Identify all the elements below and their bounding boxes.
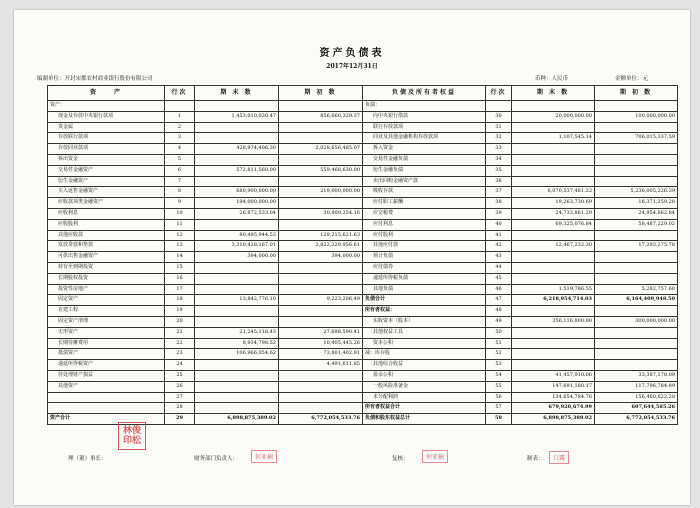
liability-cell: 卖出回购金融资产款 — [363, 176, 486, 187]
liability-cell: 负债合计 — [363, 295, 486, 306]
end-cell — [512, 144, 595, 155]
col-header-liability: 负债及所有者权益 — [363, 86, 486, 101]
table-row — [48, 370, 678, 381]
end-cell: 41,457,910.06 — [512, 370, 595, 381]
end-cell — [512, 338, 595, 349]
table-row — [48, 360, 678, 371]
begin-cell — [595, 252, 678, 263]
end-cell: 356,116,800.00 — [512, 316, 595, 327]
table-row — [48, 133, 678, 144]
end-cell: 6,218,954,714.03 — [512, 295, 595, 306]
liability-cell: 应付利息 — [363, 219, 486, 230]
end-cell: 106,966,054.62 — [195, 349, 279, 360]
liability-cell: 减：库存股 — [363, 349, 486, 360]
table-row — [48, 273, 678, 284]
asset-cell: 持有至到期投资 — [48, 262, 165, 273]
line-cell: 58 — [486, 414, 512, 425]
asset-cell: 拆出资金 — [48, 154, 165, 165]
asset-cell: 在建工程 — [48, 306, 165, 317]
line-cell: 29 — [165, 414, 195, 425]
table-row — [48, 295, 678, 306]
liability-cell: 未分配利润 — [363, 392, 486, 403]
end-cell: 394,000.00 — [195, 252, 279, 263]
asset-cell: 应收利息 — [48, 208, 165, 219]
end-cell: 1,453,010,030.47 — [195, 111, 279, 122]
liability-cell: 实收资本（股本） — [363, 316, 486, 327]
table-row — [48, 165, 678, 176]
asset-cell: 待处理财产损益 — [48, 370, 165, 381]
footer-chairman-label: 理（董）事长： — [68, 456, 107, 462]
line-cell: 13 — [165, 241, 195, 252]
begin-cell — [279, 219, 363, 230]
end-cell: 428,974,406.30 — [195, 144, 279, 155]
begin-cell — [279, 316, 363, 327]
begin-cell: 156,460,622.28 — [595, 392, 678, 403]
table-row — [48, 111, 678, 122]
table-row — [48, 187, 678, 198]
line-cell: 28 — [165, 403, 195, 414]
end-cell: 147,691,180.17 — [512, 381, 595, 392]
liability-cell: 负债和股东权益总计 — [363, 414, 486, 425]
begin-cell — [279, 154, 363, 165]
line-cell: 2 — [165, 122, 195, 133]
liability-cell: 衍生金融负债 — [363, 165, 486, 176]
line-cell: 46 — [486, 284, 512, 295]
line-cell: 15 — [165, 262, 195, 273]
end-cell — [512, 252, 595, 263]
begin-cell — [279, 176, 363, 187]
asset-cell: 其他资产 — [48, 381, 165, 392]
line-cell: 53 — [486, 360, 512, 371]
asset-cell: 现金及存放中央银行款项 — [48, 111, 165, 122]
begin-cell — [279, 262, 363, 273]
begin-cell — [595, 144, 678, 155]
line-cell: 56 — [486, 392, 512, 403]
begin-cell — [595, 327, 678, 338]
begin-cell — [595, 230, 678, 241]
line-cell: 14 — [165, 252, 195, 263]
asset-cell: 长期待摊费用 — [48, 338, 165, 349]
begin-cell: 2,028,656,485.07 — [279, 144, 363, 155]
line-cell: 19 — [165, 306, 195, 317]
end-cell — [512, 101, 595, 112]
table-row — [48, 306, 678, 317]
begin-cell: 73,801,402.91 — [279, 349, 363, 360]
begin-cell — [595, 176, 678, 187]
end-cell — [512, 262, 595, 273]
end-cell — [512, 273, 595, 284]
line-cell: 45 — [486, 273, 512, 284]
begin-cell: 30,809,254.16 — [279, 208, 363, 219]
line-cell: 49 — [486, 316, 512, 327]
line-cell: 27 — [165, 392, 195, 403]
table-header-row — [48, 86, 678, 101]
asset-cell: 衍生金融资产 — [48, 176, 165, 187]
asset-cell: 长期股权投资 — [48, 273, 165, 284]
line-cell: 8 — [165, 187, 195, 198]
end-cell — [195, 316, 279, 327]
asset-cell — [48, 403, 165, 414]
end-cell — [195, 392, 279, 403]
line-cell: 7 — [165, 176, 195, 187]
line-cell: 5 — [165, 154, 195, 165]
end-cell: 679,920,674.99 — [512, 403, 595, 414]
begin-cell: 27,698,590.41 — [279, 327, 363, 338]
liability-cell: 应付职工薪酬 — [363, 198, 486, 209]
line-cell: 51 — [486, 338, 512, 349]
end-cell: 69,325,076.84 — [512, 219, 595, 230]
begin-cell: 33,387,178.09 — [595, 370, 678, 381]
begin-cell: 5,282,757.60 — [595, 284, 678, 295]
begin-cell — [595, 101, 678, 112]
table-row — [48, 241, 678, 252]
liability-cell: 一般风险准备金 — [363, 381, 486, 392]
begin-cell: 4,491,611.85 — [279, 360, 363, 371]
end-cell: 6,898,875,389.02 — [512, 414, 595, 425]
end-cell — [195, 381, 279, 392]
line-cell: 3 — [165, 133, 195, 144]
end-cell: 3,310,428,167.01 — [195, 241, 279, 252]
begin-cell — [279, 403, 363, 414]
line-cell: 26 — [165, 381, 195, 392]
asset-cell: 应收股利 — [48, 219, 165, 230]
liability-cell: 预计负债 — [363, 252, 486, 263]
end-cell — [512, 349, 595, 360]
begin-cell — [595, 262, 678, 273]
footer-preparer-label: 制表： — [527, 456, 544, 462]
asset-cell — [48, 392, 165, 403]
end-cell: 13,842,776.10 — [195, 295, 279, 306]
table-body — [48, 86, 678, 425]
table-row — [48, 381, 678, 392]
begin-cell — [279, 284, 363, 295]
footer-review-label: 复核： — [392, 456, 409, 462]
line-cell — [165, 101, 195, 112]
line-cell: 24 — [165, 360, 195, 371]
end-cell: 6,070,537,481.22 — [512, 187, 595, 198]
end-cell — [512, 230, 595, 241]
asset-cell: 递延所得税资产 — [48, 360, 165, 371]
begin-cell: 559,468,630.00 — [279, 165, 363, 176]
begin-cell — [595, 349, 678, 360]
table-row — [48, 208, 678, 219]
line-cell: 44 — [486, 262, 512, 273]
table-row — [48, 392, 678, 403]
line-cell: 54 — [486, 370, 512, 381]
end-cell: 80,495,944.53 — [195, 230, 279, 241]
begin-cell — [595, 306, 678, 317]
liability-cell: 应付债券 — [363, 262, 486, 273]
line-cell: 35 — [486, 165, 512, 176]
begin-cell: 6,772,054,533.76 — [595, 414, 678, 425]
line-cell: 50 — [486, 327, 512, 338]
currency-label: 币种：人民币 — [535, 76, 569, 82]
begin-cell — [279, 381, 363, 392]
table-row — [48, 176, 678, 187]
end-cell — [512, 122, 595, 133]
asset-cell: 资产： — [48, 101, 165, 112]
table-row — [48, 316, 678, 327]
end-cell: 20,000,000.00 — [512, 111, 595, 122]
end-cell — [195, 360, 279, 371]
end-cell: 1,107,545.14 — [512, 133, 595, 144]
begin-cell: 6,772,054,533.76 — [279, 414, 363, 425]
begin-cell: 24,954,862.84 — [595, 208, 678, 219]
end-cell: 680,900,000.00 — [195, 187, 279, 198]
line-cell: 40 — [486, 219, 512, 230]
table-row — [48, 262, 678, 273]
line-cell: 47 — [486, 295, 512, 306]
col-header-end-right: 期 末 数 — [512, 86, 595, 101]
line-cell: 37 — [486, 187, 512, 198]
begin-cell: 129,215,621.63 — [279, 230, 363, 241]
line-cell: 18 — [165, 295, 195, 306]
line-cell: 52 — [486, 349, 512, 360]
liability-cell: 应付股利 — [363, 230, 486, 241]
asset-cell: 贵金属 — [48, 122, 165, 133]
liability-cell: 其他权益工具 — [363, 327, 486, 338]
asset-cell: 资产合计 — [48, 414, 165, 425]
liability-cell: 递延所得税负债 — [363, 273, 486, 284]
liability-cell: 资本公积 — [363, 338, 486, 349]
table-row — [48, 219, 678, 230]
begin-cell: 2,822,229,956.61 — [279, 241, 363, 252]
line-cell: 4 — [165, 144, 195, 155]
end-cell — [512, 165, 595, 176]
end-cell: 572,811,560.00 — [195, 165, 279, 176]
line-cell: 57 — [486, 403, 512, 414]
table-row — [48, 349, 678, 360]
begin-cell — [595, 273, 678, 284]
asset-cell: 固定资产 — [48, 295, 165, 306]
end-cell: 21,245,118.43 — [195, 327, 279, 338]
table-row — [48, 198, 678, 209]
preparer-signature-stamp: 白露 — [549, 451, 569, 464]
col-header-end-left: 期 末 数 — [195, 86, 279, 101]
begin-cell: 100,000,000.00 — [595, 111, 678, 122]
asset-cell: 交易性金融资产 — [48, 165, 165, 176]
liability-cell: 所有者权益合计 — [363, 403, 486, 414]
line-cell: 10 — [165, 208, 195, 219]
end-cell: 134,654,784.76 — [512, 392, 595, 403]
footer-finance-label: 财务部门负责人： — [194, 456, 239, 462]
begin-cell — [279, 306, 363, 317]
asset-cell: 投资性房地产 — [48, 284, 165, 295]
line-cell: 41 — [486, 230, 512, 241]
begin-cell — [595, 338, 678, 349]
line-cell: 33 — [486, 144, 512, 155]
begin-cell: 607,644,585.26 — [595, 403, 678, 414]
liability-cell: 其他负债 — [363, 284, 486, 295]
line-cell: 30 — [486, 111, 512, 122]
line-cell: 43 — [486, 252, 512, 263]
line-cell: 48 — [486, 306, 512, 317]
balance-sheet-page — [14, 10, 690, 505]
end-cell — [195, 284, 279, 295]
begin-cell: 219,000,000.00 — [279, 187, 363, 198]
begin-cell: 17,293,275.78 — [595, 241, 678, 252]
begin-cell: 300,000,000.00 — [595, 316, 678, 327]
end-cell: 19,263,730.69 — [512, 198, 595, 209]
line-cell: 34 — [486, 154, 512, 165]
line-cell: 42 — [486, 241, 512, 252]
line-cell: 17 — [165, 284, 195, 295]
line-cell: 9 — [165, 198, 195, 209]
line-cell: 25 — [165, 370, 195, 381]
line-cell — [486, 101, 512, 112]
begin-cell — [595, 165, 678, 176]
end-cell — [195, 176, 279, 187]
end-cell — [195, 101, 279, 112]
end-cell — [512, 306, 595, 317]
line-cell: 22 — [165, 338, 195, 349]
begin-cell: 5,236,005,226.39 — [595, 187, 678, 198]
asset-cell: 存放联行款项 — [48, 133, 165, 144]
begin-cell — [279, 198, 363, 209]
line-cell: 6 — [165, 165, 195, 176]
line-cell: 12 — [165, 230, 195, 241]
table-row — [48, 338, 678, 349]
line-cell: 32 — [486, 133, 512, 144]
liability-cell: 交易性金融负债 — [363, 154, 486, 165]
begin-cell: 58,487,229.02 — [595, 219, 678, 230]
begin-cell — [279, 392, 363, 403]
begin-cell — [279, 273, 363, 284]
end-cell — [195, 370, 279, 381]
asset-cell: 抵债资产 — [48, 349, 165, 360]
liability-cell: 向中央银行借款 — [363, 111, 486, 122]
end-cell — [195, 133, 279, 144]
end-cell — [195, 306, 279, 317]
line-cell: 16 — [165, 273, 195, 284]
report-title: 资产负债表 — [319, 48, 385, 59]
end-cell: 24,733,861.29 — [512, 208, 595, 219]
end-cell: 1,519,786.55 — [512, 284, 595, 295]
col-header-begin-right: 期 初 数 — [595, 86, 678, 101]
begin-cell: 10,405,445.26 — [279, 338, 363, 349]
begin-cell: 6,164,409,948.50 — [595, 295, 678, 306]
asset-cell: 存放同业款项 — [48, 144, 165, 155]
line-cell: 23 — [165, 349, 195, 360]
col-header-begin-left: 期 初 数 — [279, 86, 363, 101]
end-cell — [195, 403, 279, 414]
liability-cell: 所有者权益： — [363, 306, 486, 317]
liability-cell: 联行存放款项 — [363, 122, 486, 133]
end-cell — [512, 360, 595, 371]
liability-cell: 其他综合收益 — [363, 360, 486, 371]
asset-cell: 固定资产清理 — [48, 316, 165, 327]
col-header-asset: 资 产 — [48, 86, 165, 101]
line-cell: 39 — [486, 208, 512, 219]
end-cell — [195, 262, 279, 273]
table-row — [48, 144, 678, 155]
line-cell: 55 — [486, 381, 512, 392]
liability-cell: 应交税费 — [363, 208, 486, 219]
liability-cell: 吸收存款 — [363, 187, 486, 198]
end-cell: 26,872,533.04 — [195, 208, 279, 219]
line-cell: 20 — [165, 316, 195, 327]
begin-cell: 16,371,259.28 — [595, 198, 678, 209]
liability-cell: 同业及其他金融机构存放款项 — [363, 133, 486, 144]
company-name: 编制单位：开封宋都农村商业银行股份有限公司 — [37, 76, 153, 82]
unit-label: 金额单位：元 — [615, 76, 649, 82]
table-row — [48, 230, 678, 241]
chairman-seal: 林俊印松 — [118, 422, 146, 450]
end-cell — [512, 327, 595, 338]
end-cell: 12,467,232.30 — [512, 241, 595, 252]
asset-cell: 应收款项类金融资产 — [48, 198, 165, 209]
liability-cell: 拆入资金 — [363, 144, 486, 155]
line-cell: 38 — [486, 198, 512, 209]
table-row — [48, 284, 678, 295]
begin-cell: 394,000.00 — [279, 252, 363, 263]
begin-cell — [279, 370, 363, 381]
table-row — [48, 327, 678, 338]
end-cell — [195, 219, 279, 230]
begin-cell: 9,223,206.49 — [279, 295, 363, 306]
begin-cell: 706,015,337.59 — [595, 133, 678, 144]
end-cell: 194,000,000.00 — [195, 198, 279, 209]
table-row — [48, 122, 678, 133]
asset-cell: 无形资产 — [48, 327, 165, 338]
asset-cell: 其他应收款 — [48, 230, 165, 241]
asset-cell: 发放贷款和垫款 — [48, 241, 165, 252]
begin-cell — [595, 154, 678, 165]
line-cell: 11 — [165, 219, 195, 230]
begin-cell: 856,660,329.37 — [279, 111, 363, 122]
col-header-line-left: 行次 — [165, 86, 195, 101]
liability-cell: 盈余公积 — [363, 370, 486, 381]
asset-cell: 可供出售金融资产 — [48, 252, 165, 263]
end-cell: 8,934,798.52 — [195, 338, 279, 349]
line-cell: 1 — [165, 111, 195, 122]
table-row — [48, 154, 678, 165]
end-cell — [512, 154, 595, 165]
balance-sheet-table — [47, 85, 678, 425]
begin-cell — [279, 122, 363, 133]
begin-cell — [279, 101, 363, 112]
line-cell: 21 — [165, 327, 195, 338]
begin-cell — [595, 122, 678, 133]
table-row — [48, 101, 678, 112]
line-cell: 36 — [486, 176, 512, 187]
begin-cell: 117,796,784.89 — [595, 381, 678, 392]
end-cell — [512, 176, 595, 187]
begin-cell — [595, 360, 678, 371]
col-header-line-right: 行次 — [486, 86, 512, 101]
liability-cell: 其他应付款 — [363, 241, 486, 252]
table-row — [48, 403, 678, 414]
asset-cell: 买入返售金融资产 — [48, 187, 165, 198]
end-cell — [195, 122, 279, 133]
end-cell — [195, 273, 279, 284]
end-cell: 6,898,875,389.02 — [195, 414, 279, 425]
finance-signature-stamp: 何亚楠 — [251, 450, 277, 463]
review-signature-stamp: 何亚楠 — [422, 450, 448, 463]
liability-cell: 负债： — [363, 101, 486, 112]
line-cell: 31 — [486, 122, 512, 133]
table-row — [48, 252, 678, 263]
end-cell — [195, 154, 279, 165]
begin-cell — [279, 133, 363, 144]
report-date: 2017年12月31日 — [326, 63, 378, 70]
